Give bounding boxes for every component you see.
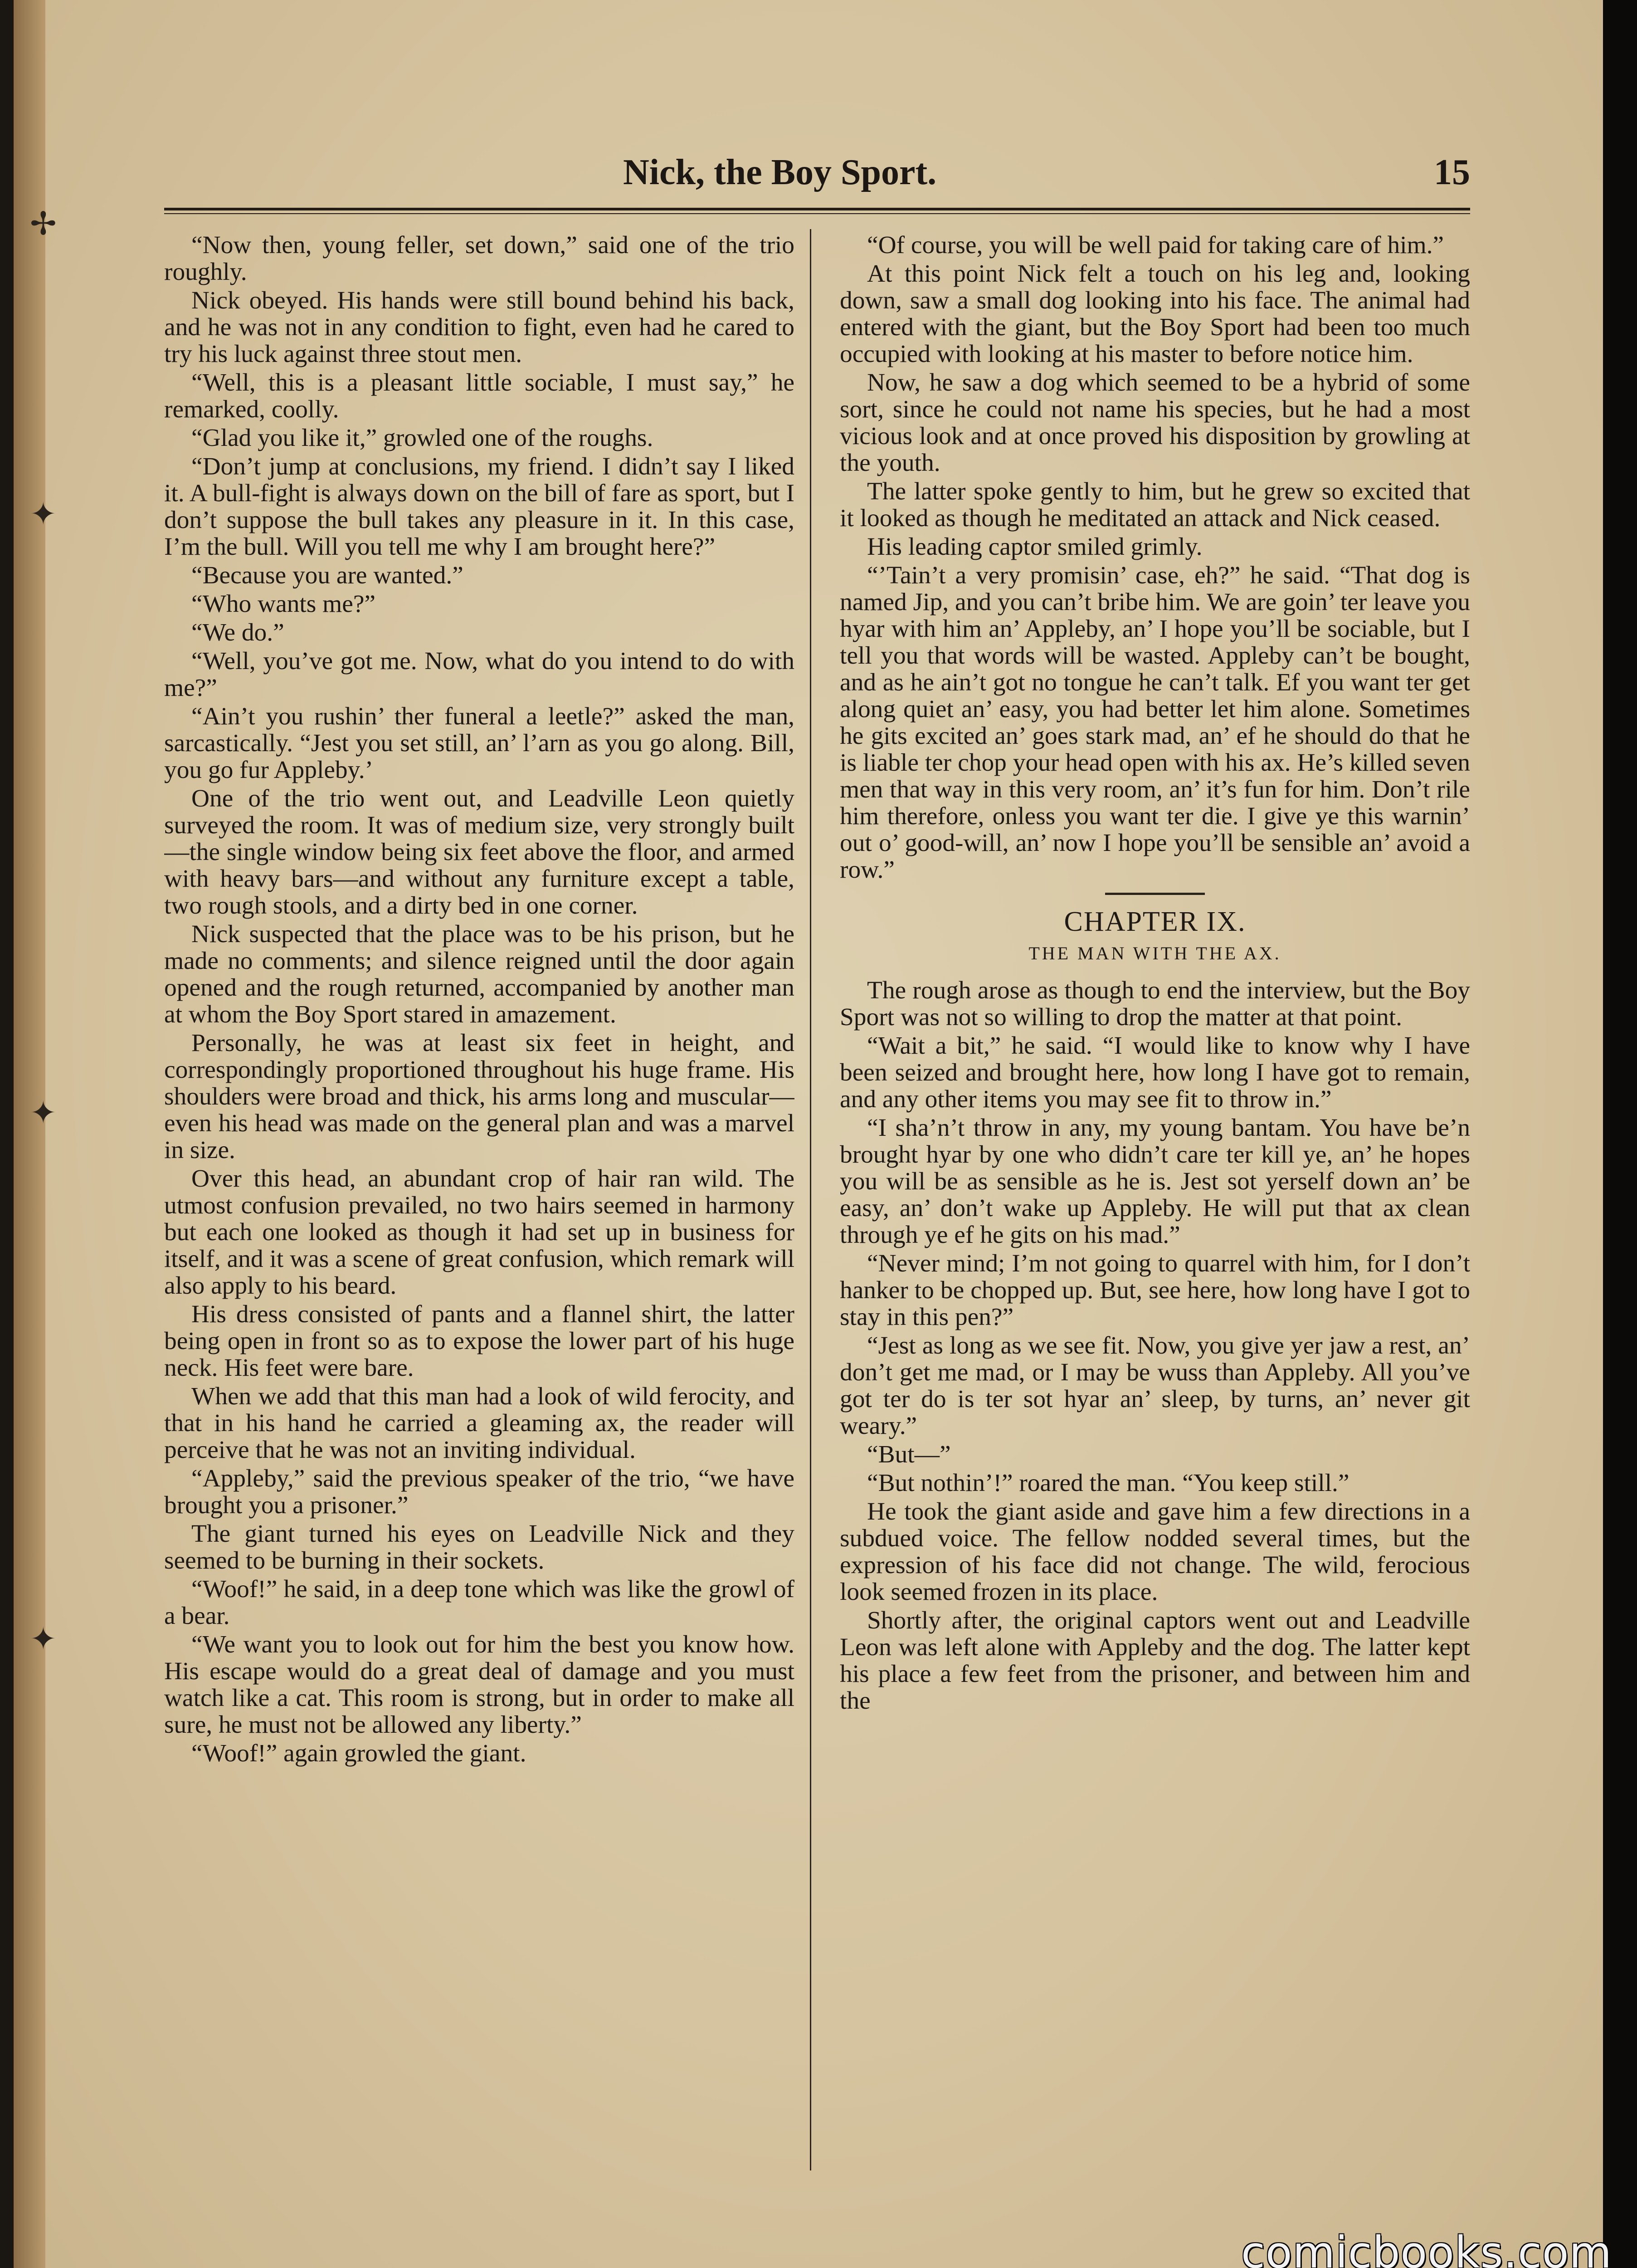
paragraph: “Woof!” again growled the giant.: [191, 1739, 526, 1767]
binding-hole-mark: ✦: [30, 1096, 57, 1131]
paragraph: Shortly after, the original captors went out and Leadville Leon was left alone with Appleby and the dog. The latter kept his place a few feet from the prisoner, and between him and the: [840, 1606, 1470, 1714]
paragraph: The giant turned his eyes on Leadville Nick and they seemed to be burning in their sockets.: [164, 1520, 794, 1574]
paragraph: “Ain’t you rushin’ ther funeral a leetle?” asked the man, sarcastically. “Jest you set still, an’ l’arn as you go along. Bill, you go fur Appleby.’: [164, 702, 794, 783]
binding-hole-mark: ✦: [30, 497, 57, 532]
paragraph: When we add that this man had a look of wild ferocity, and that in his hand he carried a gleaming ax, the reader will perceive that he was not an inviting individual.: [164, 1382, 794, 1463]
paragraph: “Well, this is a pleasant little sociable, I must say,” he remarked, coolly.: [164, 368, 794, 423]
binding-hole-mark: ✦: [30, 1622, 57, 1657]
paragraph: “Of course, you will be well paid for taking care of him.”: [867, 231, 1444, 259]
paragraph: “’Tain’t a very promisin’ case, eh?” he said. “That dog is named Jip, and you can’t bribe him. We are goin’ ter leave you hyar with him an’ Appleby, an’ I hope you’ll be sociable, but I tell you that words will be wasted. Appleby can’t be bought, and as he ain’t got no tongue he can’t talk. Ef you want ter get along quiet an’ easy, you had better let him alone. Sometimes he gits excited an’ goes stark mad, an’ ef he should do that he is liable ter chop your head open with his ax. He’s killed seven men that way in this very room, an’ it’s fun for him. Don’t rile him therefore, onless you want ter die. I give ye this warnin’ out o’ good-will, an’ now I hope you’ll be sensible an’ avoid a row.”: [840, 561, 1470, 883]
paragraph: “But nothin’!” roared the man. “You keep still.”: [867, 1469, 1350, 1496]
paragraph: “Now then, young feller, set down,” said one of the trio roughly.: [164, 231, 794, 285]
chapter-rule: [1105, 893, 1205, 895]
paragraph: “Never mind; I’m not going to quarrel with him, for I don’t hanker to be chopped up. But, see here, how long have I got to stay in this pen?”: [840, 1249, 1470, 1330]
paragraph: “We want you to look out for him the best you know how. His escape would do a great deal of damage and you must watch like a cat. This room is strong, but in order to make all sure, he must not be allowed any liberty.”: [164, 1630, 794, 1738]
page-edge-shadow: [1603, 0, 1637, 2268]
paragraph: “I sha’n’t throw in any, my young bantam. You have be’n brought hyar by one who didn’t care ter kill ye, an’ he hopes you will be as sensible as he is. Jest sot yerself down an’ be easy, an’ don’t wake up Appleby. He will put that ax clean through ye ef he gits on his mad.”: [840, 1114, 1470, 1248]
paragraph: At this point Nick felt a touch on his leg and, looking down, saw a small dog looking into his face. The animal had entered with the giant, but the Boy Sport had been too much occupied with looking at his master to before notice him.: [840, 259, 1470, 367]
chapter-title: CHAPTER IX.: [1064, 906, 1246, 937]
page-number: 15: [1434, 152, 1470, 192]
paragraph: “Appleby,” said the previous speaker of the trio, “we have brought you a prisoner.”: [164, 1464, 794, 1519]
paragraph: “Wait a bit,” he said. “I would like to know why I have been seized and brought here, how long I have got to remain, and any other items you may see fit to throw in.”: [840, 1031, 1470, 1113]
paragraph: Nick obeyed. His hands were still bound behind his back, and he was not in any condition to fight, even had he cared to try his luck against three stout men.: [164, 286, 794, 367]
paragraph: “But—”: [867, 1440, 951, 1468]
paragraph: “Well, you’ve got me. Now, what do you intend to do with me?”: [164, 647, 794, 701]
paragraph: “Woof!” he said, in a deep tone which was like the growl of a bear.: [164, 1575, 794, 1629]
header-rule: [164, 208, 1470, 214]
paragraph: Personally, he was at least six feet in height, and correspondingly proportioned throughout his huge frame. His shoulders were broad and thick, his arms long and muscular—even his head was made on the general plan and was a marvel in size.: [164, 1029, 794, 1163]
paragraph: “Don’t jump at conclusions, my friend. I didn’t say I liked it. A bull-fight is always down on the bill of fare as sport, but I don’t suppose the bull takes any pleasure in it. In this case, I’m the bull. Will you tell me why I am brought here?”: [164, 452, 794, 560]
binding-gutter: [14, 0, 45, 2268]
right-column: [840, 231, 1470, 2177]
paragraph: He took the giant aside and gave him a few directions in a subdued voice. The fellow nodded several times, but the expression of his face did not change. The wild, ferocious look seemed frozen in its place.: [840, 1497, 1470, 1605]
paragraph: Over this head, an abundant crop of hair ran wild. The utmost confusion prevailed, no two hairs seemed in harmony but each one looked as though it had set up in business for itself, and it was a scene of great confusion, which remark will also apply to his beard.: [164, 1164, 794, 1299]
paragraph: “Because you are wanted.”: [191, 561, 463, 589]
watermark: comicbooks.com: [1241, 2227, 1612, 2268]
paragraph: “Who wants me?”: [191, 590, 376, 617]
chapter-subtitle: THE MAN WITH THE AX.: [1028, 943, 1281, 963]
paragraph: The rough arose as though to end the interview, but the Boy Sport was not so willing to drop the matter at that point.: [840, 976, 1470, 1031]
running-header: [164, 152, 1470, 206]
paragraph: Now, he saw a dog which seemed to be a hybrid of some sort, since he could not name his species, but he had a most vicious look and at once proved his disposition by growling at the youth.: [840, 368, 1470, 476]
paragraph: His leading captor smiled grimly.: [867, 533, 1203, 560]
binding-hole-mark: ✢: [30, 207, 57, 242]
paragraph: The latter spoke gently to him, but he grew so excited that it looked as though he meditated an attack and Nick ceased.: [840, 477, 1470, 532]
left-column: [164, 231, 794, 2177]
column-divider: [810, 229, 811, 2170]
paragraph: One of the trio went out, and Leadville Leon quietly surveyed the room. It was of medium size, very strongly built—the single window being six feet above the floor, and armed with heavy bars—and without any furniture except a table, two rough stools, and a dirty bed in one corner.: [164, 784, 794, 919]
paragraph: “Glad you like it,” growled one of the roughs.: [191, 424, 653, 451]
paragraph: “We do.”: [191, 618, 284, 646]
paragraph: Nick suspected that the place was to be his prison, but he made no comments; and silence reigned until the door again opened and the rough returned, accompanied by another man at whom the Boy Sport stared in amazement.: [164, 920, 794, 1028]
paragraph: His dress consisted of pants and a flannel shirt, the latter being open in front so as to expose the lower part of his huge neck. His feet were bare.: [164, 1300, 794, 1381]
running-title: Nick, the Boy Sport.: [623, 152, 937, 192]
paragraph: “Jest as long as we see fit. Now, you give yer jaw a rest, an’ don’t get me mad, or I may be wuss than Appleby. All you’ve got ter do is ter sot hyar an’ sleep, by turns, an’ never git weary.”: [840, 1331, 1470, 1439]
